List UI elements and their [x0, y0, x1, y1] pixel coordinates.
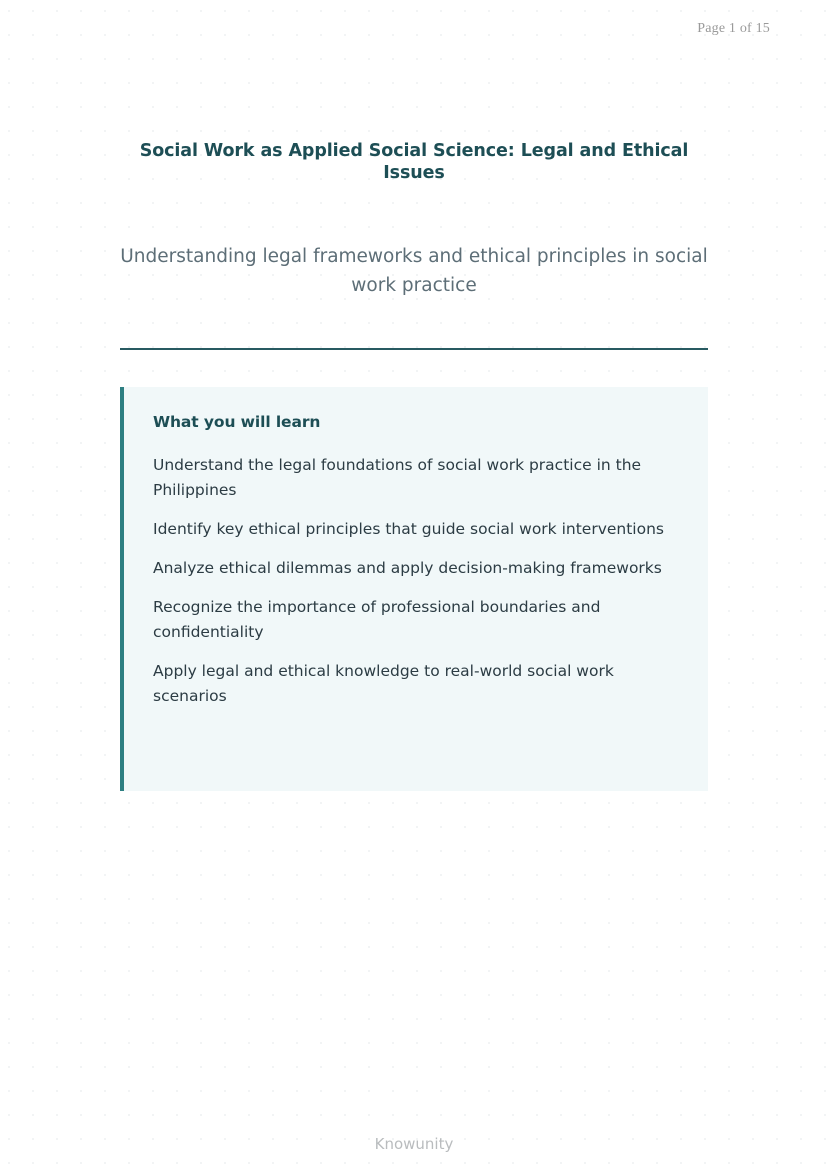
callout-heading: What you will learn [153, 413, 321, 431]
page-number-indicator: Page 1 of 15 [697, 21, 770, 36]
learning-objectives-list [153, 453, 678, 709]
what-you-will-learn-callout [120, 387, 708, 791]
document-content [120, 140, 708, 791]
list-item: Analyze ethical dilemmas and apply decision-making frameworks [153, 559, 662, 577]
title-divider [120, 348, 708, 350]
footer-watermark: Knowunity [374, 1135, 454, 1153]
list-item: Recognize the importance of professional boundaries and confidentiality [153, 598, 601, 641]
list-item: Apply legal and ethical knowledge to real-world social work scenarios [153, 662, 614, 705]
page-subtitle: Understanding legal frameworks and ethical principles in social work practice [120, 246, 708, 296]
list-item: Understand the legal foundations of social work practice in the Philippines [153, 456, 642, 499]
list-item: Identify key ethical principles that guide social work interventions [153, 520, 664, 538]
page-title: Social Work as Applied Social Science: Legal and Ethical Issues [139, 141, 689, 183]
